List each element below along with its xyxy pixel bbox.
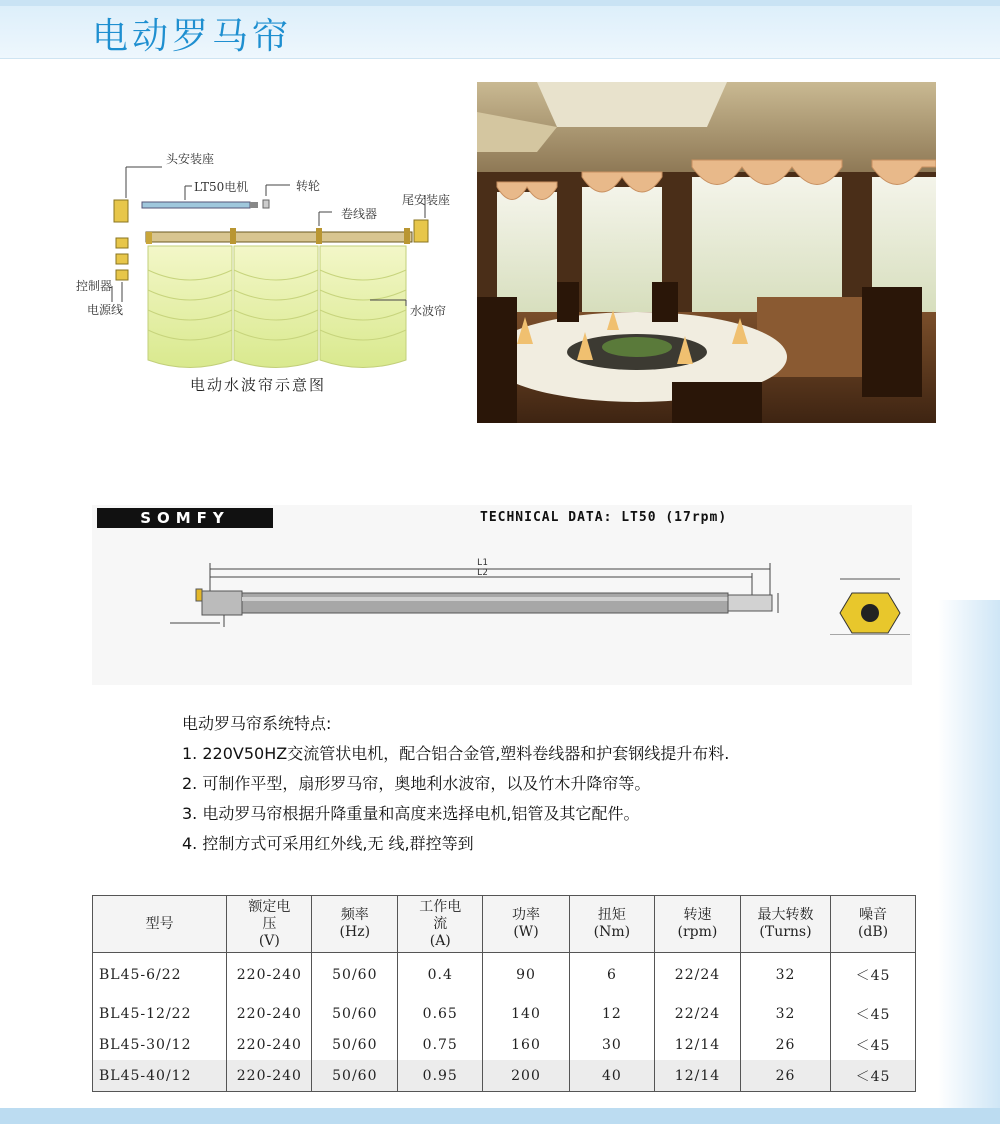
cell-current: 0.75 <box>398 1029 483 1060</box>
cell-model: BL45-6/22 <box>93 953 227 999</box>
decorative-strip <box>938 600 1000 1124</box>
feature-item: 4. 控制方式可采用红外线,无 线,群控等到 <box>182 834 474 853</box>
cell-frequency: 50/60 <box>312 953 398 999</box>
feature-list <box>182 709 729 859</box>
cell-noise: ＜45 <box>831 953 916 999</box>
table-row <box>93 1060 916 1092</box>
label-wave-curtain: 水波帘 <box>410 304 447 318</box>
col-model-header: 型号 <box>93 896 227 953</box>
label-motor: LT50电机 <box>194 180 249 194</box>
cell-speed: 22/24 <box>655 998 741 1029</box>
cell-frequency: 50/60 <box>312 1060 398 1092</box>
cell-current: 0.4 <box>398 953 483 999</box>
col-turns-header: 最大转数 (Turns) <box>740 896 830 953</box>
cell-power: 90 <box>483 953 569 999</box>
col-current-header: 工作电 流 (A) <box>398 896 483 953</box>
cell-voltage: 220-240 <box>227 1029 312 1060</box>
dimension-l2: L2 <box>477 568 488 578</box>
cell-turns: 26 <box>740 1029 830 1060</box>
table-header-row <box>93 896 916 953</box>
cell-torque: 40 <box>569 1060 654 1092</box>
cell-model: BL45-30/12 <box>93 1029 227 1060</box>
curtain-diagram-drawing <box>70 140 470 410</box>
col-noise-header: 噪音 (dB) <box>831 896 916 953</box>
cell-frequency: 50/60 <box>312 998 398 1029</box>
motor-dimension-drawing <box>160 555 930 635</box>
col-voltage-header: 额定电 压 (V) <box>227 896 312 953</box>
table-row <box>93 998 916 1029</box>
cell-speed: 12/14 <box>655 1060 741 1092</box>
cell-turns: 32 <box>740 953 830 999</box>
label-wheel: 转轮 <box>296 179 321 193</box>
cell-speed: 22/24 <box>655 953 741 999</box>
page-title: 电动罗马帘 <box>92 16 293 57</box>
cell-voltage: 220-240 <box>227 998 312 1029</box>
cell-noise: ＜45 <box>831 1060 916 1092</box>
cell-model: BL45-40/12 <box>93 1060 227 1092</box>
cell-turns: 26 <box>740 1060 830 1092</box>
label-head-mount: 头安装座 <box>166 152 215 166</box>
cell-voltage: 220-240 <box>227 1060 312 1092</box>
feature-item: 2. 可制作平型，扇形罗马帘，奥地利水波帘，以及竹木升降帘等。 <box>182 774 651 793</box>
somfy-logo: SOMFY <box>97 508 273 528</box>
cell-power: 160 <box>483 1029 569 1060</box>
cell-voltage: 220-240 <box>227 953 312 999</box>
cell-speed: 12/14 <box>655 1029 741 1060</box>
col-speed-header: 转速 (rpm) <box>655 896 741 953</box>
spec-table <box>92 895 916 1092</box>
table-row <box>93 953 916 999</box>
col-frequency-header: 频率 (Hz) <box>312 896 398 953</box>
cell-torque: 30 <box>569 1029 654 1060</box>
cell-noise: ＜45 <box>831 1029 916 1060</box>
cell-frequency: 50/60 <box>312 1029 398 1060</box>
dimension-l1: L1 <box>477 558 488 568</box>
cell-torque: 6 <box>569 953 654 999</box>
restaurant-photo <box>477 82 936 423</box>
technical-title: TECHNICAL DATA: LT50 (17rpm) <box>480 510 728 525</box>
cell-power: 140 <box>483 998 569 1029</box>
feature-item: 1. 220V50HZ交流管状电机，配合铝合金管,塑料卷线器和护套钢线提升布料. <box>182 744 730 763</box>
cell-turns: 32 <box>740 998 830 1029</box>
table-row <box>93 1029 916 1060</box>
cell-torque: 12 <box>569 998 654 1029</box>
cell-current: 0.95 <box>398 1060 483 1092</box>
feature-item: 3. 电动罗马帘根据升降重量和高度来选择电机,铝管及其它配件。 <box>182 804 640 823</box>
label-winder: 卷线器 <box>341 207 378 221</box>
cell-noise: ＜45 <box>831 998 916 1029</box>
diagram-caption: 电动水波帘示意图 <box>190 376 327 394</box>
label-tail-mount: 尾安装座 <box>402 193 451 207</box>
col-power-header: 功率 (W) <box>483 896 569 953</box>
cell-current: 0.65 <box>398 998 483 1029</box>
col-torque-header: 扭矩 (Nm) <box>569 896 654 953</box>
label-controller: 控制器 <box>76 279 113 293</box>
feature-heading: 电动罗马帘系统特点: <box>182 714 332 733</box>
label-power-cord: 电源线 <box>87 303 124 317</box>
footer-band <box>0 1108 1000 1124</box>
cell-model: BL45-12/22 <box>93 998 227 1029</box>
cell-power: 200 <box>483 1060 569 1092</box>
